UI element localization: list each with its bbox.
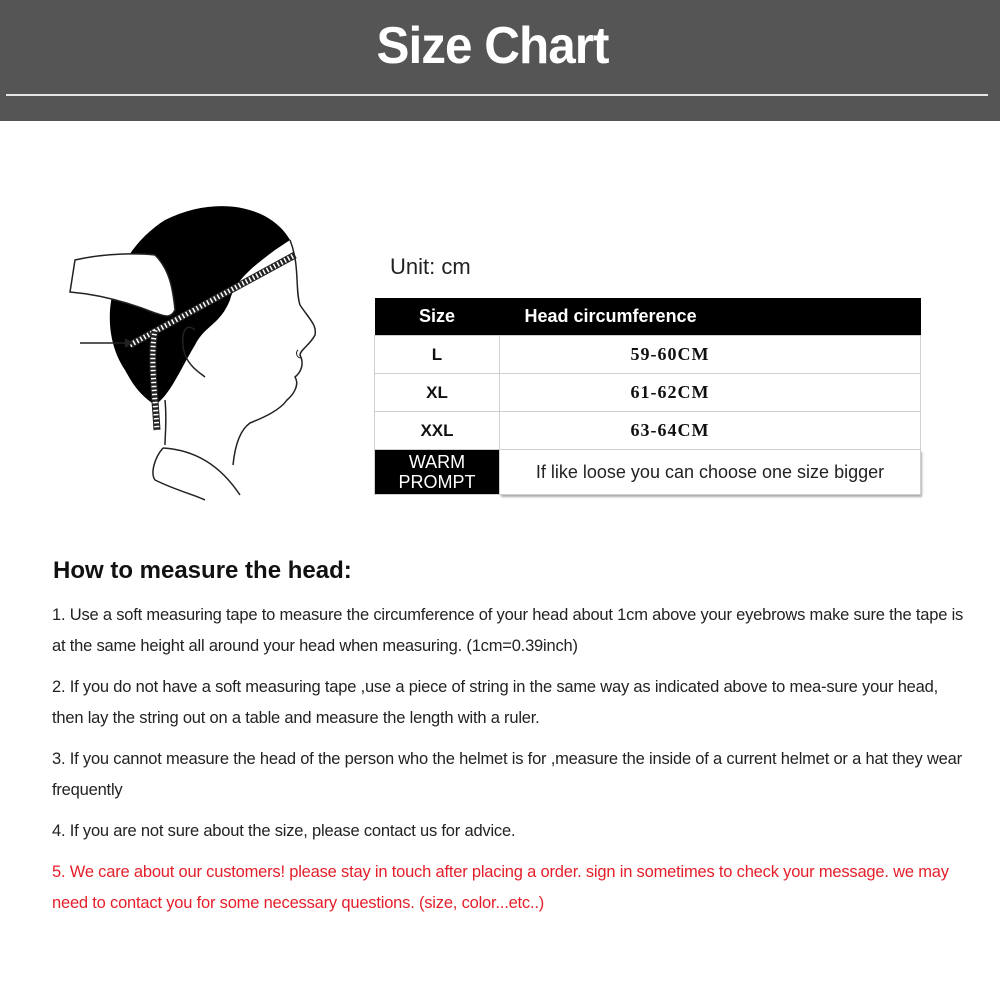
instruction-step-5-customer-note: 5. We care about our customers! please stay in touch after placing a order. sign in sometimes to check your message. we may need to contact you for some necessary questions. (size, color...etc..): [52, 863, 949, 912]
warm-prompt-label: [375, 450, 500, 495]
warm-prompt-row: [375, 450, 921, 495]
size-cell: XL: [375, 374, 500, 412]
title-banner: [0, 0, 1000, 121]
title-divider: [6, 94, 988, 96]
instruction-step-3: 3. If you cannot measure the head of the person who the helmet is for ,measure the inside of a current helmet or a hat they wear frequently: [52, 750, 962, 799]
unit-label: Unit: cm: [390, 254, 471, 279]
size-table: [374, 298, 921, 495]
table-header-row: [375, 298, 921, 336]
circumference-cell: 61-62CM: [500, 374, 921, 412]
circumference-cell: 59-60CM: [500, 336, 921, 374]
head-measuring-illustration: [55, 195, 345, 505]
instructions-list: [52, 600, 972, 929]
warm-prompt-label-line2: PROMPT: [398, 472, 476, 492]
instruction-step-4: 4. If you are not sure about the size, please contact us for advice.: [52, 822, 516, 840]
table-row: [375, 412, 921, 450]
size-cell: L: [375, 336, 500, 374]
warm-prompt-label-line1: WARM: [408, 452, 466, 472]
circumference-cell: 63-64CM: [500, 412, 921, 450]
instructions-title: How to measure the head:: [53, 557, 352, 584]
column-header-head-circumference: Head circumference: [500, 298, 921, 336]
size-cell: XXL: [375, 412, 500, 450]
column-header-size: Size: [375, 298, 500, 336]
instruction-step-1: 1. Use a soft measuring tape to measure the circumference of your head about 1cm above your eyebrows make sure the tape is at the same height all around your head when measuring. (1cm=0.39inch): [52, 606, 964, 655]
warm-prompt-text: If like loose you can choose one size bigger: [500, 450, 921, 495]
table-row: [375, 336, 921, 374]
table-row: [375, 374, 921, 412]
page-title: Size Chart: [376, 17, 609, 75]
instruction-step-2: 2. If you do not have a soft measuring tape ,use a piece of string in the same way as indicated above to mea-sure your head, then lay the string out on a table and measure the length with a ruler.: [52, 678, 938, 727]
